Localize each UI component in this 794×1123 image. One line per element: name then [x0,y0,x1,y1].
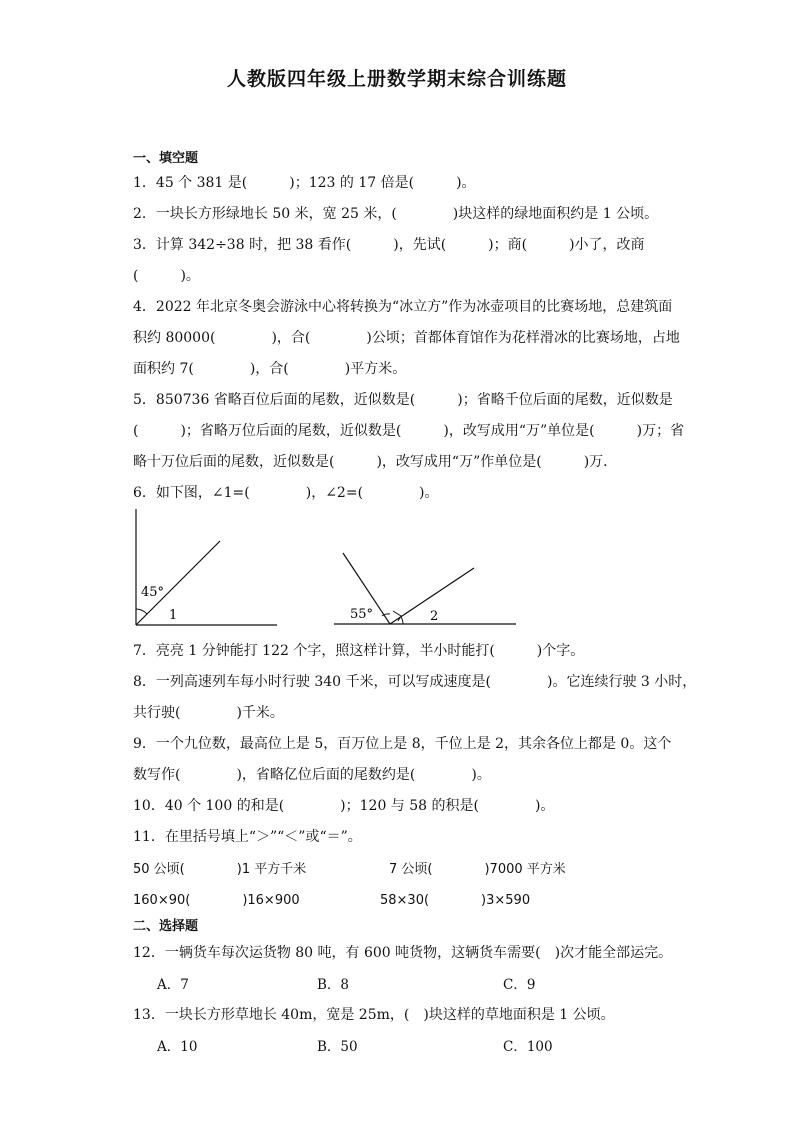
angle-55-label: 55° [350,607,374,622]
diagonal-ray [136,541,220,625]
section-heading-fill-blank: 一、填空题 [133,151,199,166]
question-11: 11．在里括号填上“＞”“＜”或“＝”。 [133,829,362,845]
angle-2-label: 2 [430,609,439,624]
question-3-line-1: 3．计算 342÷38 时，把 38 看作( )，先试( )；商( )小了，改商 [133,237,645,253]
angle-arc [136,609,147,614]
question-4-line-2: 积约 80000( )，合( )公顷；首都体育馆作为花样滑冰的比赛场地，占地 [133,330,680,346]
question-1: 1．45 个 381 是( )；123 的 17 倍是( )。 [133,175,476,191]
angle-45-label: 45° [141,585,165,600]
question-8-line-1: 8．一列高速列车每小时行驶 340 千米，可以写成速度是( )。它连续行驶 3 小时， [133,674,697,690]
question-12: 12．一辆货车每次运货物 80 吨，有 600 吨货物，这辆货车需要( )次才能全部运完。 [133,945,673,961]
question-5-line-2: ( )；省略万位后面的尾数，近似数是( )，改写成用“万”单位是( )万；省 [133,423,685,439]
question-6: 6．如下图，∠1=( )，∠2=( )。 [133,485,439,501]
q12-option-c: C．9 [503,977,536,993]
question-8-line-2: 共行驶( )千米。 [133,705,284,721]
q12-option-b: B．8 [317,977,350,993]
question-5-line-3: 略十万位后面的尾数，近似数是( )，改写成用“万”作单位是( )万． [133,454,618,470]
q13-option-b: B．50 [317,1039,358,1055]
q13-option-a: A．10 [157,1039,198,1055]
question-9-line-1: 9．一个九位数，最高位上是 5，百万位上是 8，千位上是 2，其余各位上都是 0。这个 [133,736,672,752]
question-4-line-1: 4．2022 年北京冬奥会游泳中心将转换为“冰立方”作为冰壶项目的比赛场地，总建筑面 [133,299,673,315]
angle-figure-2 [330,545,525,630]
question-9-line-2: 数写作( )，省略亿位后面的尾数约是( )。 [133,767,491,783]
question-4-line-3: 面积约 7( )，合( )平方米。 [133,361,407,377]
page-title: 人教版四年级上册数学期末综合训练题 [226,68,567,90]
compare-item-3: 160×90( )16×900 [133,893,300,908]
angle-1-label: 1 [169,608,178,623]
question-10: 10．40 个 100 的和是( )；120 与 58 的积是( )。 [133,798,555,814]
compare-item-1: 50 公顷( )1 平方千米 [133,862,307,877]
question-7: 7．亮亮 1 分钟能打 122 个字，照这样计算，半小时能打( )个字。 [133,643,585,659]
question-13: 13．一块长方形草地长 40m，宽是 25m，( )块这样的草地面积是 1 公顷。 [133,1007,615,1023]
angle-figure-1 [125,505,285,635]
question-3-line-2: ( )。 [133,268,200,284]
question-2: 2．一块长方形绿地长 50 米，宽 25 米，( )块这样的绿地面积约是 1 公顷。 [133,206,659,222]
compare-item-2: 7 公顷( )7000 平方米 [389,862,566,877]
q12-option-a: A．7 [157,977,189,993]
question-5-line-1: 5．850736 省略百位后面的尾数，近似数是( )；省略千位后面的尾数，近似数是 [133,392,673,408]
section-heading-choice: 二、选择题 [133,919,199,934]
q13-option-c: C．100 [503,1039,553,1055]
compare-item-4: 58×30( )3×590 [380,893,531,908]
angle-arc-right [401,617,403,624]
